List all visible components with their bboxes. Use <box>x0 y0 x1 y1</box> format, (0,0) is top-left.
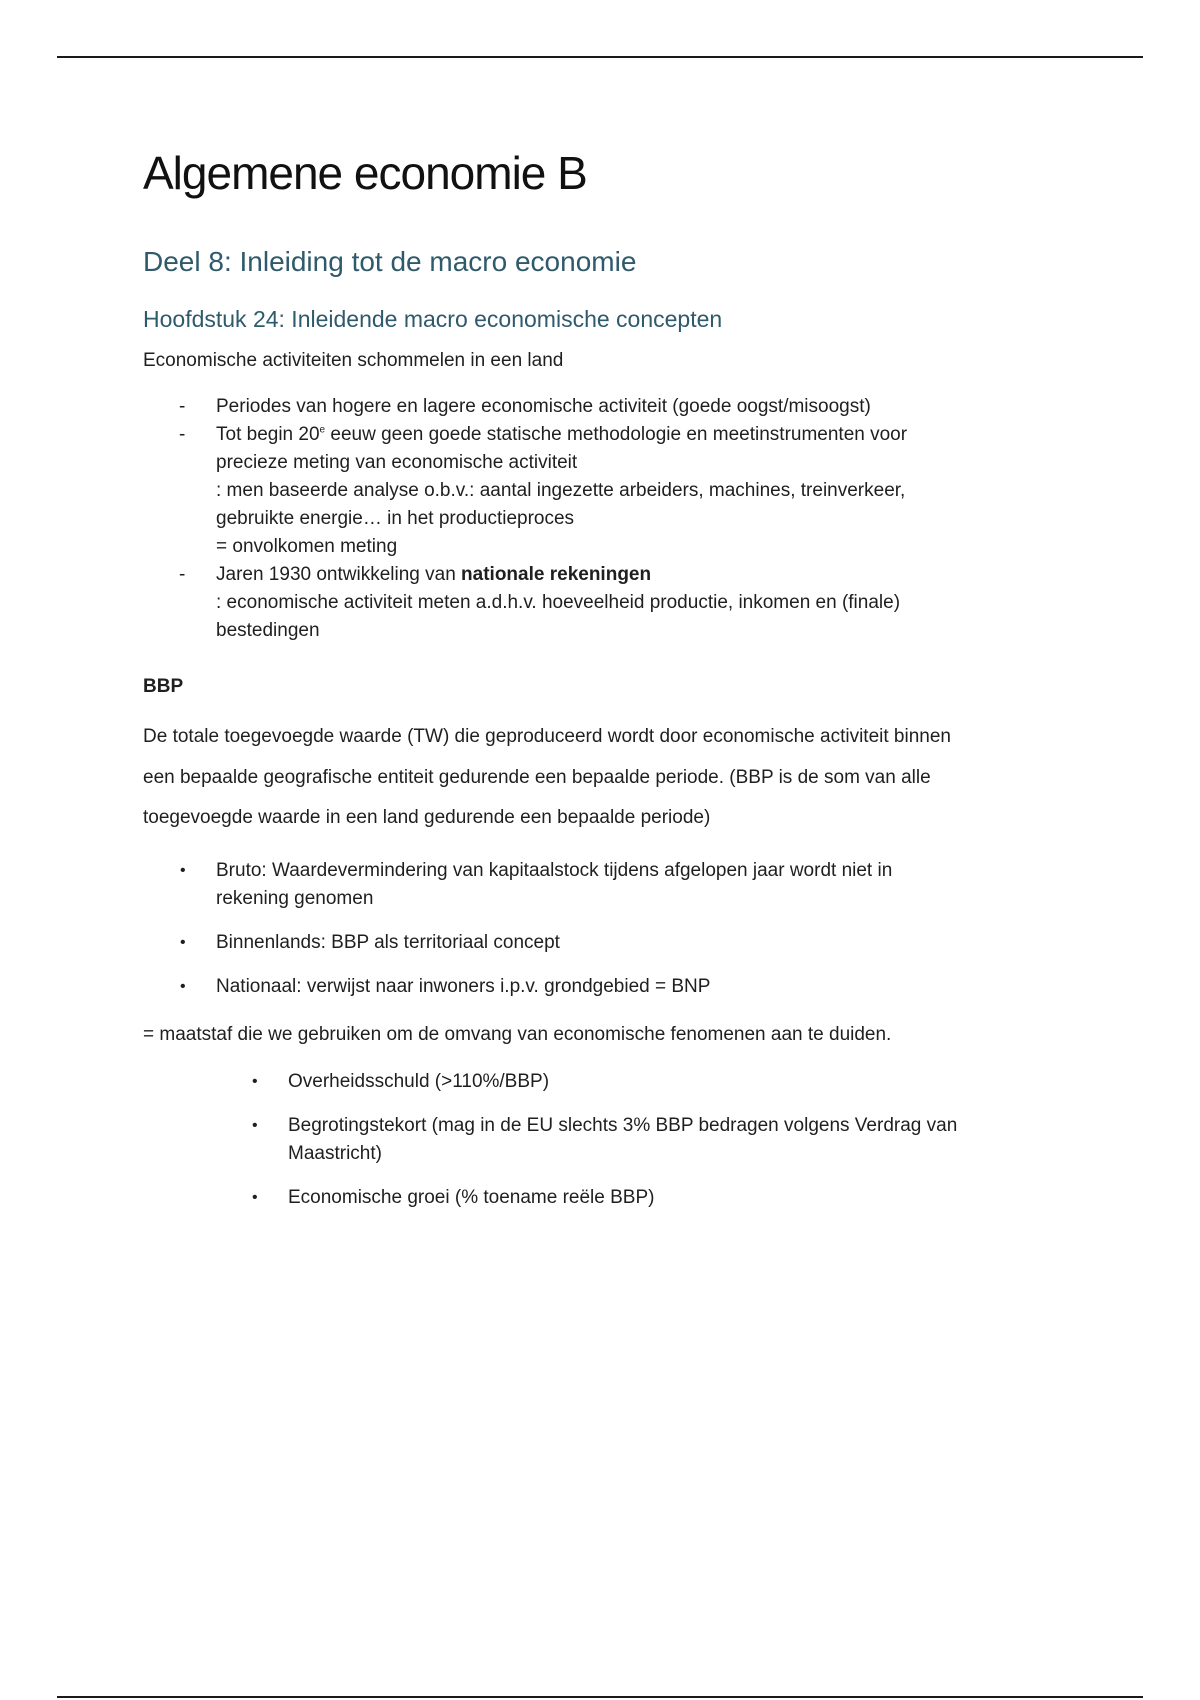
list-item-text: : economische activiteit meten a.d.h.v. hoeveelheid productie, inkomen en (finale) <box>216 592 901 613</box>
definition-line: De totale toegevoegde waarde (TW) die geproduceerd wordt door economische activiteit binnen <box>143 726 951 747</box>
list-item <box>143 1068 1043 1096</box>
bullet-marker: • <box>252 1189 258 1206</box>
list-item <box>143 1184 1043 1212</box>
list-item-text: precieze meting van economische activiteit <box>216 452 578 473</box>
bbp-bullet-list <box>143 857 1043 1017</box>
list-item-text: Begrotingstekort (mag in de EU slechts 3% BBP bedragen volgens Verdrag van <box>288 1115 958 1136</box>
list-item-text: Maastricht) <box>288 1143 382 1164</box>
bullet-marker: • <box>180 862 186 879</box>
list-item <box>143 1112 1043 1168</box>
chapter-heading: Hoofdstuk 24: Inleidende macro economische concepten <box>143 306 723 332</box>
list-item <box>143 973 1043 1001</box>
maatstaf-bullet-list <box>143 1068 1043 1228</box>
list-item-text: bestedingen <box>216 620 320 641</box>
dash-marker: - <box>179 564 186 585</box>
list-item-text: = onvolkomen meting <box>216 536 398 557</box>
maatstaf-paragraph: = maatstaf die we gebruiken om de omvang van economische fenomenen aan te duiden. <box>143 1024 892 1045</box>
list-item <box>143 929 1043 957</box>
header-rule <box>57 56 1143 58</box>
superscript: e <box>319 424 326 436</box>
bullet-marker: • <box>252 1073 258 1090</box>
bbp-definition <box>143 717 951 839</box>
list-item-text: rekening genomen <box>216 888 374 909</box>
bullet-marker: • <box>252 1117 258 1134</box>
list-item-text: gebruikte energie… in het productieproces <box>216 508 575 529</box>
list-item-text: Periodes van hogere en lagere economische activiteit (goede oogst/misoogst) <box>216 396 871 417</box>
definition-line: een bepaalde geografische entiteit gedurende een bepaalde periode. (BBP is de som van alle <box>143 766 931 788</box>
intro-paragraph: Economische activiteiten schommelen in een land <box>143 350 564 371</box>
list-item <box>143 561 1043 645</box>
bold-term: nationale rekeningen <box>461 564 652 585</box>
bullet-marker: • <box>180 934 186 951</box>
part-heading: Deel 8: Inleiding tot de macro economie <box>143 246 637 277</box>
definition-line: toegevoegde waarde in een land gedurende een bepaalde periode) <box>143 807 711 828</box>
list-item-text: Nationaal: verwijst naar inwoners i.p.v. grondgebied = BNP <box>216 976 711 997</box>
list-item-text: Jaren 1930 ontwikkeling van nationale rekeningen <box>216 564 652 585</box>
list-item-text: Overheidsschuld (>110%/BBP) <box>288 1071 550 1092</box>
list-item <box>143 857 1043 913</box>
bullet-marker: • <box>180 978 186 995</box>
list-item <box>143 421 1043 561</box>
dash-list <box>143 393 1043 645</box>
document-title: Algemene economie B <box>143 147 587 199</box>
list-item-text: Economische groei (% toename reële BBP) <box>288 1187 655 1208</box>
list-item-text: : men baseerde analyse o.b.v.: aantal ingezette arbeiders, machines, treinverkeer, <box>216 480 906 501</box>
list-item <box>143 393 1043 421</box>
list-item-text: Bruto: Waardevermindering van kapitaalstock tijdens afgelopen jaar wordt niet in <box>216 860 893 881</box>
list-item-text: Tot begin 20e eeuw geen goede statische methodologie en meetinstrumenten voor <box>216 424 908 445</box>
bbp-heading: BBP <box>143 676 184 697</box>
footer-rule <box>57 1696 1143 1698</box>
dash-marker: - <box>179 424 186 445</box>
list-item-text: Binnenlands: BBP als territoriaal concept <box>216 932 560 953</box>
dash-marker: - <box>179 396 186 417</box>
